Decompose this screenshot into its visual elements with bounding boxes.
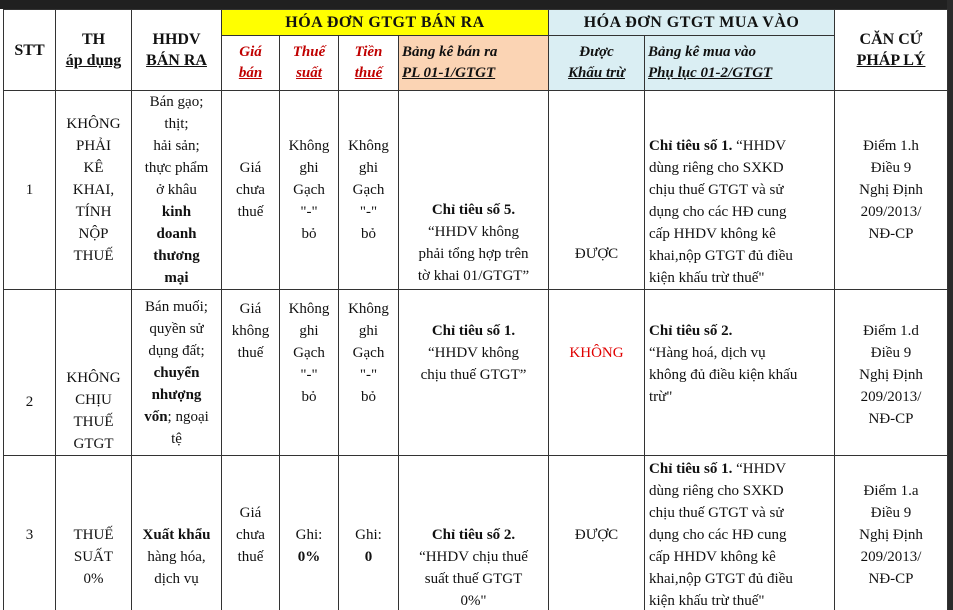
row-tax-rate: Không ghi Gạch "-" bỏ bbox=[280, 290, 339, 456]
row-case: KHÔNG PHẢI KÊ KHAI, TÍNH NỘP THUẾ bbox=[56, 91, 132, 290]
row-tax-amount: Ghi: 0 bbox=[339, 456, 399, 610]
table-row bbox=[4, 290, 948, 456]
vat-invoice-table bbox=[3, 9, 948, 610]
header-group-row bbox=[4, 10, 948, 36]
row-price: Giá không thuế bbox=[222, 290, 280, 456]
header-stt: STT bbox=[4, 10, 56, 91]
row-legal-basis: Điểm 1.d Điều 9 Nghị Định 209/2013/ NĐ-CP bbox=[835, 290, 948, 456]
row-goods: Xuất khẩu hàng hóa, dịch vụ bbox=[132, 456, 222, 610]
row-purchase-list: Chỉ tiêu số 1. “HHDV dùng riêng cho SXKD chịu thuế GTGT và sử dụng cho các HĐ cung cấp HHDV không kê khai,nộp GTGT đủ điều kiện khấu trừ thuế" bbox=[645, 91, 835, 290]
row-sales-list: Chỉ tiêu số 2. “HHDV chịu thuế suất thuế GTGT 0%" bbox=[399, 456, 549, 610]
row-price: Giá chưa thuế bbox=[222, 456, 280, 610]
header-group-sales: HÓA ĐƠN GTGT BÁN RA bbox=[222, 10, 549, 36]
top-border-bar bbox=[0, 0, 953, 9]
row-price: Giá chưa thuế bbox=[222, 91, 280, 290]
row-deductible: KHÔNG bbox=[549, 290, 645, 456]
row-goods: Bán muối; quyền sử dụng đất; chuyển nhượng vốn; ngoại tệ bbox=[132, 290, 222, 456]
row-tax-amount: Không ghi Gạch "-" bỏ bbox=[339, 91, 399, 290]
header-legal-basis: CĂN CỨ PHÁP LÝ bbox=[835, 10, 948, 91]
header-deductible: Được Khấu trừ bbox=[549, 36, 645, 91]
table-row bbox=[4, 91, 948, 290]
row-sales-list: Chỉ tiêu số 5. “HHDV không phải tổng hợp trên tờ khai 01/GTGT” bbox=[399, 91, 549, 290]
row-deductible: ĐƯỢC bbox=[549, 456, 645, 610]
header-purchase-list: Bảng kê mua vào Phụ lục 01-2/GTGT bbox=[645, 36, 835, 91]
row-tax-rate: Không ghi Gạch "-" bỏ bbox=[280, 91, 339, 290]
header-sales-list: Bảng kê bán ra PL 01-1/GTGT bbox=[399, 36, 549, 91]
row-sales-list: Chỉ tiêu số 1. “HHDV không chịu thuế GTGT” bbox=[399, 290, 549, 456]
row-stt: 1 bbox=[4, 91, 56, 290]
header-tax-rate: Thuế suất bbox=[280, 36, 339, 91]
table-row bbox=[4, 456, 948, 610]
header-hhdv: HHDV BÁN RA bbox=[132, 10, 222, 91]
row-case: KHÔNG CHỊU THUẾ GTGT bbox=[56, 290, 132, 456]
row-purchase-list: Chỉ tiêu số 1. “HHDV dùng riêng cho SXKD chịu thuế GTGT và sử dụng cho các HĐ cung cấp HHDV không kê khai,nộp GTGT đủ điều kiện khấu trừ thuế" bbox=[645, 456, 835, 610]
header-group-purchase: HÓA ĐƠN GTGT MUA VÀO bbox=[549, 10, 835, 36]
header-tax-amount: Tiền thuế bbox=[339, 36, 399, 91]
header-th: TH áp dụng bbox=[56, 10, 132, 91]
row-case: THUẾ SUẤT 0% bbox=[56, 456, 132, 610]
row-goods: Bán gạo; thịt; hải sản; thực phẩm ở khâu kinh doanh thương mại bbox=[132, 91, 222, 290]
row-legal-basis: Điểm 1.h Điều 9 Nghị Định 209/2013/ NĐ-CP bbox=[835, 91, 948, 290]
row-tax-rate: Ghi: 0% bbox=[280, 456, 339, 610]
header-price: Giá bán bbox=[222, 36, 280, 91]
row-legal-basis: Điểm 1.a Điều 9 Nghị Định 209/2013/ NĐ-CP bbox=[835, 456, 948, 610]
row-deductible: ĐƯỢC bbox=[549, 91, 645, 290]
row-purchase-list: Chỉ tiêu số 2. “Hàng hoá, dịch vụ không đủ điều kiện khấu trừ" bbox=[645, 290, 835, 456]
row-stt: 3 bbox=[4, 456, 56, 610]
row-stt: 2 bbox=[4, 290, 56, 456]
row-tax-amount: Không ghi Gạch "-" bỏ bbox=[339, 290, 399, 456]
